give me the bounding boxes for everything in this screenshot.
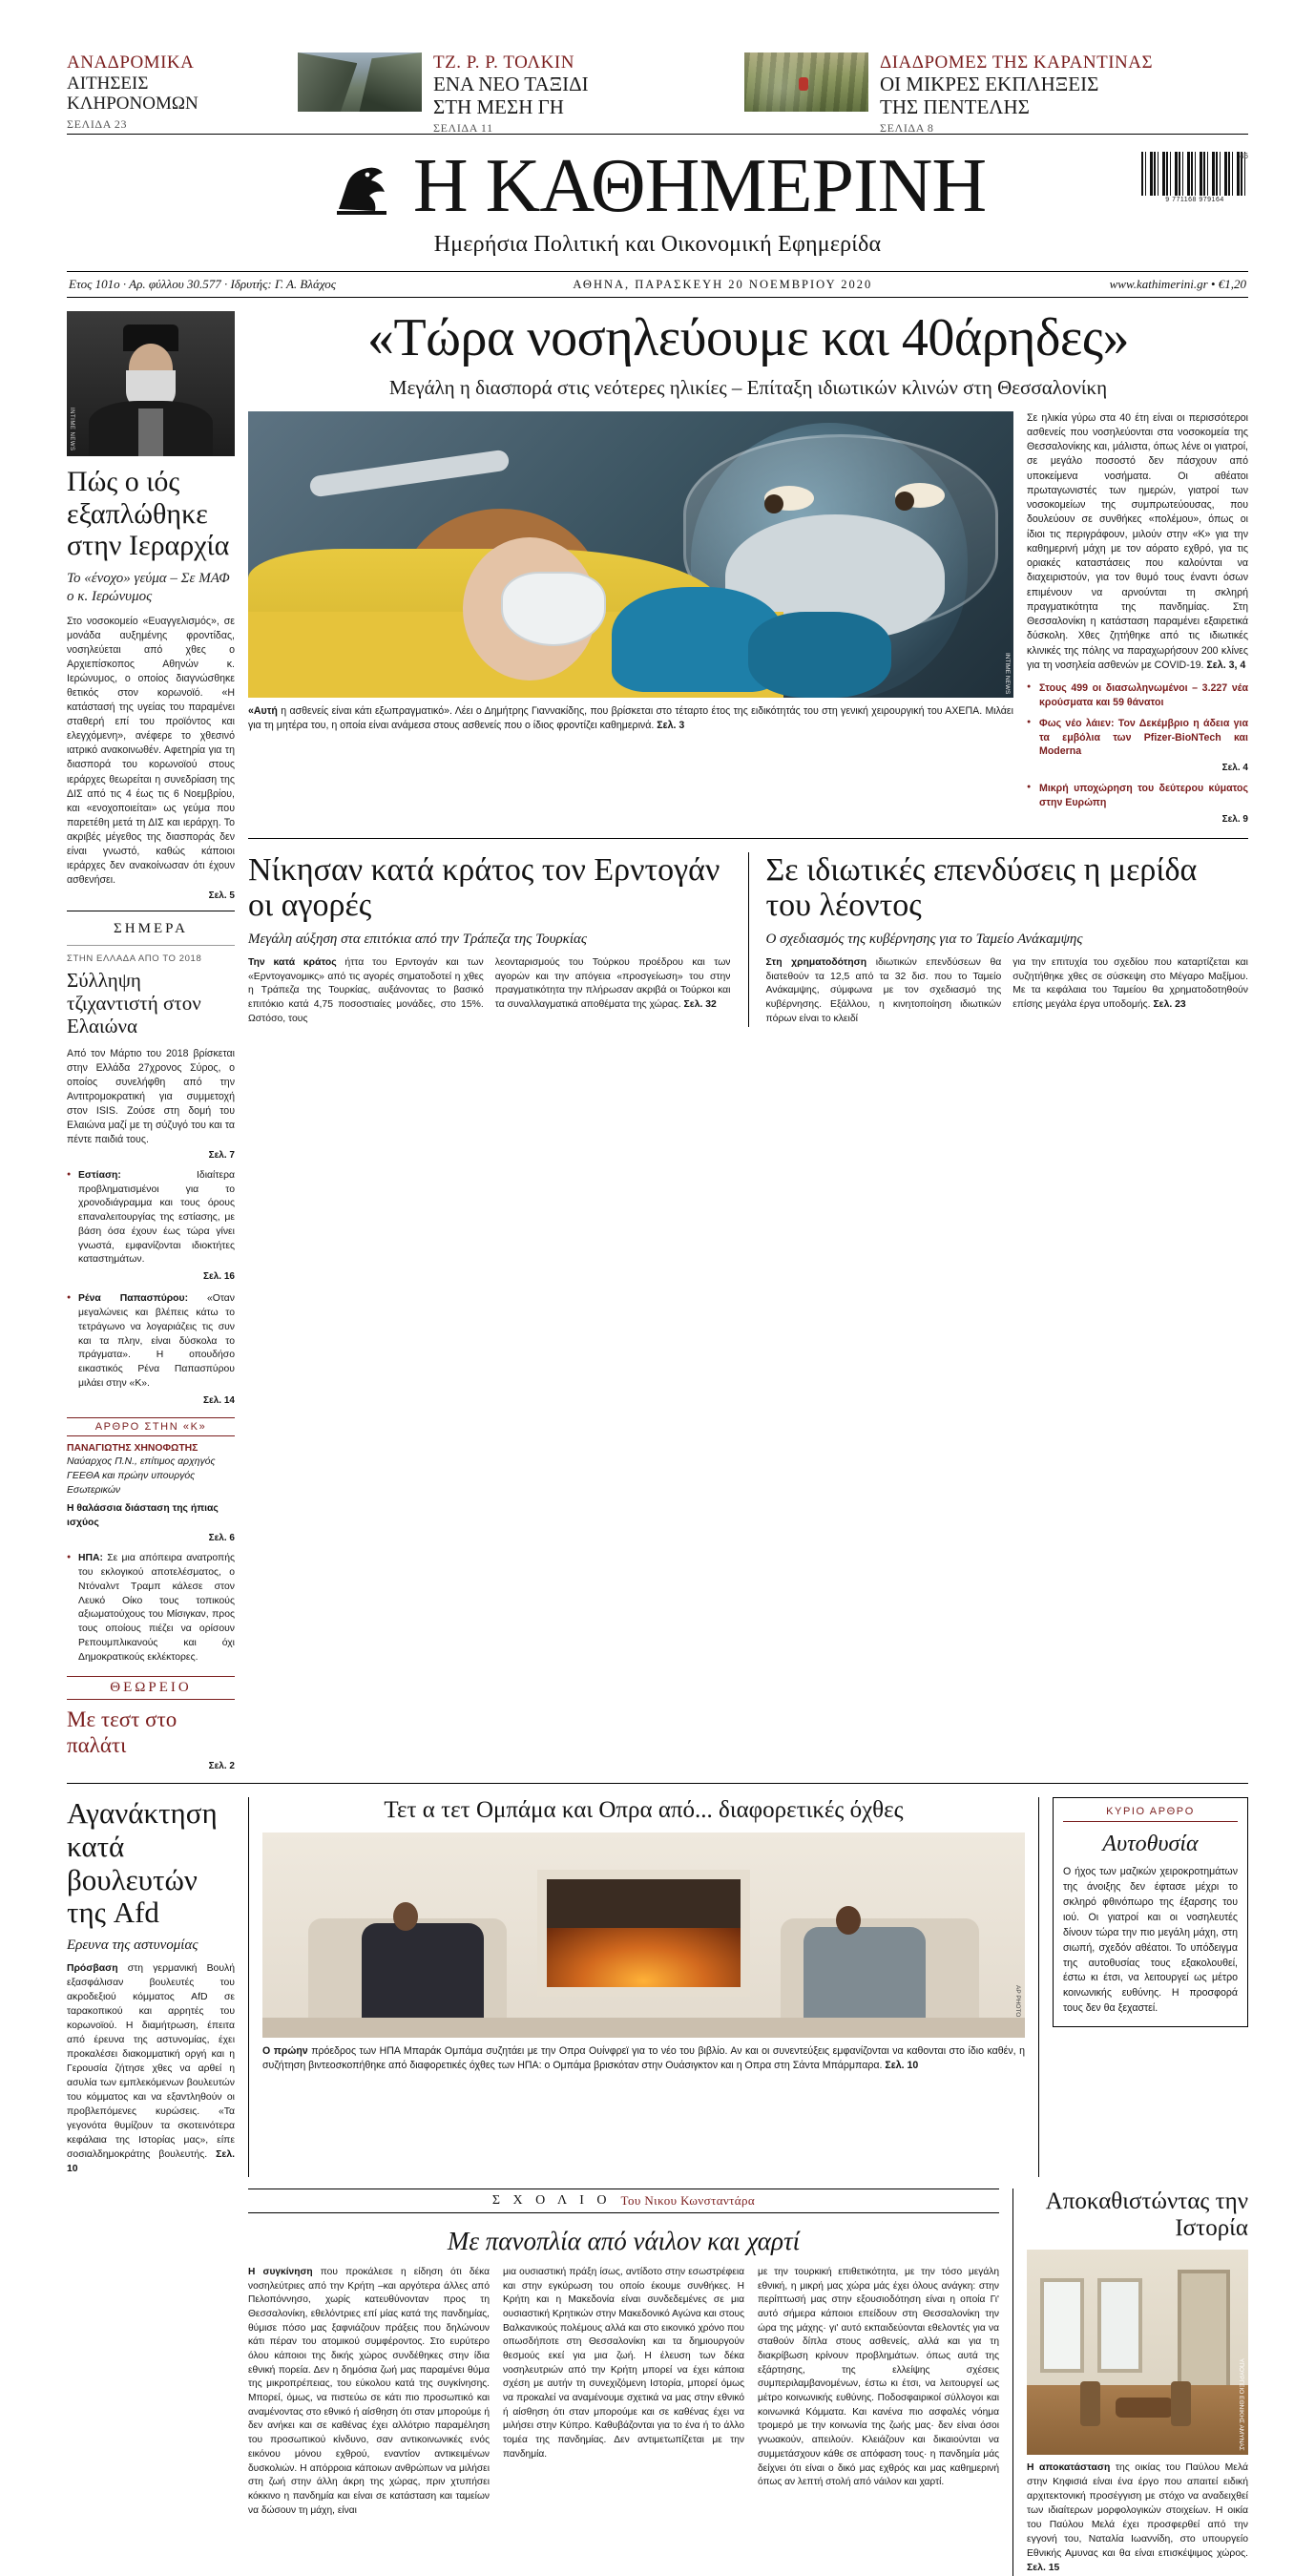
history-headline[interactable]: Αποκαθιστώντας την Ιστορία xyxy=(1045,2188,1248,2241)
bullet-text: Ιδιαίτερα προβληματισμένοι για το χρονοδιάγραμμα και τους όρους επαναλειτουργίας της εστίασης, με βάση όσα έχουν έως τώρα γίνει γνωστά, εμφανίζονται ιδιοκτήτες καταστημάτων. xyxy=(78,1169,235,1266)
article-page-ref[interactable]: Σελ. 6 xyxy=(208,1533,235,1544)
newspaper-name: Η ΚΑΘΗΜΕΡΙΝΗ xyxy=(412,144,987,228)
afd-page-ref[interactable]: Σελ. 10 xyxy=(67,2148,236,2174)
today-page-ref[interactable]: Σελ. 7 xyxy=(208,1149,235,1161)
story-lead-in: Την κατά κράτος xyxy=(248,956,337,968)
today-headline[interactable]: Σύλληψη τζιχαντιστή στον Ελαιώνα xyxy=(67,968,201,1037)
bullet-item-usa[interactable] xyxy=(67,1552,235,1665)
facts-list xyxy=(1027,681,1248,827)
bottom-left-spacer xyxy=(67,2189,235,2576)
promo-kicker: ΤΖ. Ρ. Ρ. ΤΟΛΚΙΝ xyxy=(433,52,574,73)
story-col-1 xyxy=(248,956,484,1027)
story-obama xyxy=(262,1797,1025,2177)
date-line: ΑΘΗΝΑ, ΠΑΡΑΣΚΕΥΗ 20 ΝΟΕΜΒΡΙΟΥ 2020 xyxy=(573,277,873,291)
story-col-2-text: για την επιτυχία του σχεδίου που καταρτίζεται και συζητήθηκε χθες σε σύσκεψη στο Μέγαρο Μαξίμου. Με τα κεφάλαια του Ταμείου θα χρηματοδοτηθούν επίσης μεγάλα έργα υποδομής. xyxy=(1012,956,1248,1011)
fact-item[interactable] xyxy=(1027,681,1248,710)
caption-text: πρόεδρος των ΗΠΑ Μπαράκ Ομπάμα συζητάει με την Οπρα Ουίνφρεϊ για το νέο του βιβλίο. Αν και οι συνεντεύξεις εμφανίζονται να καθονται στο ίδιο καθέν, η συζήτηση βιντεοσκοπήθηκε από διαφορετικές όχθες των ΗΠΑ: ο Ομπάμα βρισκόταν στην Ουάσιγκτον και η Οπρα στη Σάντα Μπάρμπαρα. xyxy=(262,2045,1025,2072)
story-afd xyxy=(67,1797,235,2177)
promo-page-ref: ΣΕΛΙΔΑ 23 xyxy=(67,116,128,131)
scholio-author: Του Νικου Κωνσταντάρα xyxy=(620,2192,756,2208)
bullet-lead: Εστίαση: xyxy=(78,1169,121,1181)
left-sidebar-column xyxy=(67,311,235,1771)
bullet-item[interactable] xyxy=(67,1169,235,1285)
editorial-box xyxy=(1053,1797,1248,2027)
fact-text: Φως νέο λάιεν: Τον Δεκέμβριο η άδεια για τα εμβόλια των Pfizer-BioNTech και Moderna xyxy=(1039,717,1248,758)
sidebar-subhead: Το «ένοχο» γεύμα – Σε ΜΑΦ ο κ. Ιερώνυμος xyxy=(67,570,230,604)
column-divider xyxy=(1012,2189,1013,2576)
article-box-label: ΑΡΘΡΟ ΣΤΗΝ «Κ» xyxy=(67,1417,235,1436)
article-kicker: Εσωτερικών xyxy=(67,1484,121,1496)
caption-lead: Ο πρώην xyxy=(262,2045,308,2057)
promo-page-ref: ΣΕΛΙΔΑ 11 xyxy=(433,121,493,136)
website-and-price: www.kathimerini.gr • €1,20 xyxy=(1109,277,1246,291)
barcode xyxy=(1141,152,1248,211)
obama-headline[interactable]: Τετ α τετ Ομπάμα και Οπρα από... διαφορετικές όχθες xyxy=(384,1797,904,1824)
lead-subhead: Μεγάλη η διασπορά στις νεότερες ηλικίες – Επίταξη ιδιωτικών κλινών στη Θεσσαλονίκη xyxy=(388,375,1108,399)
story-col-1-text: ήττα του Ερντογάν και των «Ερντογανομικς» από τις αγορές σηματοδοτεί η χθες η Τράπεζα της Τουρκίας, αυξάνοντας το βασικό επιτόκιο κατά 4,75 ποσοστιαίες μονάδες, στο 15%. Ωστόσο, τους xyxy=(248,956,484,1024)
story-subhead: Ο σχεδιασμός της κυβέρνησης για το Ταμείο Ανάκαμψης xyxy=(765,931,1083,947)
lead-headline[interactable]: «Τώρα νοσηλεύουμε και 40άρηδες» xyxy=(366,308,1130,367)
photo-credit: ΙΝΤΙΜΕ NEWS xyxy=(1004,653,1011,695)
caption-lead: Η αποκατάσταση xyxy=(1027,2461,1111,2473)
afd-body-text: στη γερμανική Βουλή εξασφάλισαν βουλευτές του ακροδεξιού κόμματος AfD σε ταρακοπικού και αρρητές του κορωνοϊού. Η διαμήτρωση, έπειτα από έρευνα της αστυνομίας, έχει προκαλέσει διακομματική οργή και η Γερουσία ζήτησε χθες να αρθεί η ασυλία των εμπλεκόμενων βουλευτών του κόμματος και να εξαντληθούν οι προβλεπόμενες κυρώσεις. «Τα γεγονότα θυμίζουν τα σκοτεινότερα κεφάλαια της Ιστορίας μας», είπε σοσιαλδημοκράτης βουλευτής. xyxy=(67,1963,235,2160)
afd-body xyxy=(67,1962,235,2177)
story-page-ref[interactable]: Σελ. 23 xyxy=(1153,999,1186,1011)
promo-item-2[interactable] xyxy=(288,52,718,136)
theoreio-label: ΘΕΩΡΕΙΟ xyxy=(67,1676,235,1700)
lead-photo xyxy=(248,411,1013,698)
sidebar-body-text: Στο νοσοκομείο «Ευαγγελισμός», σε μονάδα αυξημένης φροντίδας, νοσηλεύεται από χθες ο Αρχιεπίσκοπος Αθηνών κ. Ιερώνυμος, ο οποίος διαγνώσθηκε θετικός στον κορωνοϊό. «Η κατάστασή της υγείας του παραμένει σταθερή επί του προϊόντος και ελεγχόμενη», ανέφερε το χθεσινό ιατρικό ανακοινωθέν. Αφετηρία για τη διασπορά του κορωνοϊού στους ιεράρχες θεωρείται η συνεδρίαση της ΔΙΣ από τις 4 έως τις 6 Νοεμβρίου, και «ενοχοποιείται» ως γεύμα που παρετέθη μετά τη ΔΙΣ και ιεράρχη. Το ακριβές μέγεθος της διασποράς δεν είναι γνωστό, καθώς κάποιοι ιεράρχες δεν ανακοίνωσαν ότι έχουν ασθενήσει. xyxy=(67,616,235,886)
fact-page-ref[interactable]: Σελ. 4 xyxy=(1221,763,1248,774)
bullet-item[interactable] xyxy=(67,1292,235,1408)
caption-text: της οικίας του Παύλου Μελά στην Κηφισιά είναι ένα έργο που απαιτεί ειδική αρχιτεκτονική προσέγγιση με στόχο να αναδειχθεί των ιδιαίτερων μορφολογικών στοιχείων. Η οικία του Παύλου Μελά έχει προσφερθεί από την εγγονή του, Ναταλία Ιωαννίδη, στο υπουργείο Εθνικής Αμυνας και θα είναι επισκέψιμος χώρος. xyxy=(1027,2461,1248,2559)
promo-line-2: ΣΤΗ ΜΕΣΗ ΓΗ xyxy=(433,94,564,118)
barcode-number: 9 771168 979164 xyxy=(1165,197,1224,203)
caption-page-ref[interactable]: Σελ. 15 xyxy=(1027,2562,1060,2573)
today-kicker: ΣΤΗΝ ΕΛΛΑΔΑ ΑΠΟ ΤΟ 2018 xyxy=(67,953,202,964)
obama-photo-caption xyxy=(262,2044,1025,2073)
theoreio-page-ref[interactable]: Σελ. 2 xyxy=(208,1761,235,1772)
editorial-body: Ο ήχος των μαζικών χειροκροτημάτων της άνοιξης δεν έφτασε μέχρι το σκληρό φθινόπωρο της έξαρσης του ιού. Οι γιατροί και οι νοσηλευτές δίνουν τώρα την πιο μεγάλη μάχη, στη σιωπή, σχεδόν αθέατοι. Το υπόδειγμα της αυτοθυσίας τους εξακολουθεί, έστω κι έτσι, να λειτουργεί ως μέτρο κοινωνικής ευθύνης. Η προσφορά τους δεν θα ξεχαστεί. xyxy=(1063,1866,1238,2015)
afd-lead-in: Πρόσβαση xyxy=(67,1963,118,1975)
column-divider xyxy=(748,852,749,1027)
promo-line-1: ΑΙΤΗΣΕΙΣ xyxy=(67,73,149,94)
masthead xyxy=(67,135,1248,298)
obama-oprah-photo xyxy=(262,1833,1025,2038)
editorial-label: ΚΥΡΙΟ ΑΡΘΡΟ xyxy=(1063,1806,1238,1822)
fact-item[interactable] xyxy=(1027,717,1248,775)
forest-photo xyxy=(744,52,868,112)
scholio-col-1 xyxy=(248,2266,490,2518)
article-title[interactable]: Η θαλάσσια διάσταση της ήπιας ισχύος xyxy=(67,1503,219,1528)
lower-section xyxy=(67,1797,1248,2177)
bullet-text: «Οταν μεγαλώνεις και βλέπεις κάτω το τετράγωνο να λογαριάζεις τις συν και τα πλην, είναι δύσκολα το πράγματα». Η οπουδήσο εικαστικός Ρένα Παπασπύρου μιλάει στην «Κ». xyxy=(78,1293,235,1389)
bullet-page-ref[interactable]: Σελ. 14 xyxy=(203,1394,235,1406)
story-col-2 xyxy=(1012,956,1248,1027)
story-turkey xyxy=(248,852,731,1027)
lead-side-body: Σε ηλικία γύρω στα 40 έτη είναι οι περισσότεροι ασθενείς που νοσηλεύονται στα νοσοκομεία της Θεσσαλονίκης και, μάλιστα, όπως λένε οι γιατροί, σε μεγάλο ποσοστό δεν πάσχουν από υποκείμενα νοσήματα. Οι αθέατοι πρωταγωνιστές των ημερών, γιατροί των νοσοκομείων της συμπρωτεύουσας, που δουλεύουν σε συνθήκες «πολέμου», όπως οι ίδιοι τις περιγράφουν, μιλούν στην «Κ» για την καθημερινή μάχη με τον αόρατο εχθρό, για τις οριακές καταστάσεις που καλούνται να διαχειριστούν, για τον θυμό τους έναντι όσων επιμένουν να αρνούνται τη σκληρή πραγματικότητα της πανδημίας. Στη Θεσσαλονίκη η κατάσταση παραμένει εξαιρετικά δύσκολη. Χθες ζητήθηκε από τις ιδιωτικές κλινικές της πόλης να παραχωρήσουν 200 κλίνες για τη νοσηλεία ασθενών με COVID-19. xyxy=(1027,411,1248,671)
bullet-lead: Ρένα Παπασπύρου: xyxy=(78,1293,189,1305)
griffin-logo-icon xyxy=(329,152,398,220)
masthead-subtitle: Ημερήσια Πολιτική και Οικονομική Εφημερίδα xyxy=(433,232,882,257)
story-col-2-text: λεονταρισμούς του Τούρκου προέδρου και των αγορών και την απόγεια «προσγείωση» του στην πραγματικότητα την πλήρωσαν ακριβά οι Τούρκοι και τα συναλλαγματικά αποθέματα της χώρας. xyxy=(494,956,731,1011)
fact-item[interactable] xyxy=(1027,782,1248,827)
bullet-text: Σε μια απόπειρα ανατροπής του εκλογικού αποτελέσματος, ο Ντόναλντ Τραμπ κάλεσε στον Λευκό Οίκο τους τοπικούς αξιωματούχους του Μίσιγκαν, προς τους οποίους πιέζει να ορίσουν Ρεπουμπλικανούς και όχι Δημοκρατικούς εκλέκτορες. xyxy=(78,1553,236,1663)
photo-credit: ΥΠΟΥΡΓΕΙΟ ΕΘΝΙΚΗΣ ΑΜΥΝΑΣ xyxy=(1238,2358,1244,2451)
promo-item-1[interactable] xyxy=(67,52,288,132)
lead-side-text xyxy=(1027,411,1248,827)
caption-page-ref[interactable]: Σελ. 10 xyxy=(885,2060,919,2072)
promo-item-3[interactable] xyxy=(718,52,1195,136)
story-headline[interactable]: Νίκησαν κατά κράτος τον Ερντογάν οι αγορές xyxy=(248,851,720,924)
sidebar-page-ref[interactable]: Σελ. 5 xyxy=(208,890,235,901)
story-col-2 xyxy=(495,956,731,1027)
editorial-column xyxy=(1053,1797,1248,2177)
scholio-column xyxy=(248,2189,999,2576)
barcode-corner-number: 46 xyxy=(1240,152,1248,160)
story-subhead: Μεγάλη αύξηση στα επιτόκια από την Τράπεζα της Τουρκίας xyxy=(248,931,588,947)
promo-kicker: ΔΙΑΔΡΟΜΕΣ ΤΗΣ ΚΑΡΑΝΤΙΝΑΣ xyxy=(880,52,1154,73)
promo-page-ref: ΣΕΛΙΔΑ 8 xyxy=(880,121,934,136)
lead-photo-block xyxy=(248,411,1013,827)
photo-credit: AP PHOTO xyxy=(1014,1984,1021,2017)
editorial-title[interactable]: Αυτοθυσία xyxy=(1102,1832,1199,1857)
caption-lead: «Αυτή xyxy=(248,704,278,717)
today-body: Από τον Μάρτιο του 2018 βρίσκεται στην Ελλάδα 27χρονος Σύρος, ο οποίος συνελήφθη από την Αντιτρομοκρατική για συμμετοχή στον ISIS. Ζούσε στη δομή του Ελαιώνα μαζί με τη σύζυγό του και τα πέντε παιδιά τους. xyxy=(67,1047,235,1145)
history-caption xyxy=(1027,2461,1248,2576)
lead-side-page-ref[interactable]: Σελ. 3, 4 xyxy=(1206,659,1246,671)
caption-text: η ασθενείς είναι κάτι εξωπραγματικό». Λέει ο Δημήτρης Γιαννακίδης, που βρίσκεται στο τέταρτο έτος της ειδικότητάς του στη γενική χειρουργική του ΑΧΕΠΑ. Μιλάει για τη μητέρα του, η οποία είναι ανάμεσα στους ασθενείς που ο ίδιος φροντίζει καθημερινά. xyxy=(248,704,1013,731)
today-section-label: ΣΗΜΕΡΑ xyxy=(114,920,188,936)
fact-text: Στους 499 οι διασωληνωμένοι – 3.227 νέα κρούσματα και 59 θάνατοι xyxy=(1039,682,1248,708)
scholio-label: Σ Χ Ο Λ Ι Ο xyxy=(491,2192,612,2208)
theoreio-headline[interactable]: Με τεστ στο παλάτι xyxy=(67,1707,177,1757)
lead-photo-caption xyxy=(248,704,1013,733)
fact-page-ref[interactable]: Σελ. 9 xyxy=(1221,813,1248,825)
scholio-header xyxy=(248,2189,999,2213)
story-lead-in: Στη χρηματοδότηση xyxy=(765,956,867,968)
story-col-1-text: ιδιωτικών επενδύσεων θα διατεθούν τα 12,5 από τα 32 δισ. που το Ταμείο Ανάκαμψης, σύμφωνα με τον σχεδιασμό της κυβέρνησης. Εξάλλου, η κινητοποίηση ιδιωτικών πόρων είναι το κλειδί xyxy=(765,956,1002,1024)
promo-line-2: ΚΛΗΡΟΝΟΜΩΝ xyxy=(67,94,198,115)
story-page-ref[interactable]: Σελ. 32 xyxy=(683,999,717,1011)
masthead-meta-row xyxy=(67,271,1248,298)
article-author-desc: Ναύαρχος Π.Ν., επίτιμος αρχηγός ΓΕΕΘΑ και πρώην υπουργός xyxy=(67,1456,216,1481)
scholio-lead-in: Η συγκίνηση xyxy=(248,2266,313,2277)
column-divider xyxy=(248,1797,249,2177)
scholio-title[interactable]: Με πανοπλία από νάιλον και χαρτί xyxy=(447,2226,801,2255)
story-headline[interactable]: Σε ιδιωτικές επενδύσεις η μερίδα του λέοντος xyxy=(765,851,1198,924)
promo-line-1: ΕΝΑ ΝΕΟ ΤΑΞΙΔΙ xyxy=(433,73,589,95)
two-story-row xyxy=(248,852,1248,1027)
afd-headline[interactable]: Αγανάκτηση κατά βουλευτών της Afd xyxy=(67,1796,218,1930)
promo-kicker: ΑΝΑΔΡΟΜΙΚΑ xyxy=(67,52,195,73)
scholio-col-1-text: που προκάλεσε η είδηση ότι δέκα νοσηλεύτριες από την Κρήτη –και αργότερα άλλες από Πελοπόννησο, χωρίς κατευθύνονταν προς τη Θεσσαλονίκη, εθελόντριες επί μίας κατά της πανδημίας, θύμισε πόσο μας ξαφνιάζουν πράξεις που δηλώνουν κάτι πέραν του ατομικού συμφέροντος. Στο ευρύτερο όλου κάποιοι της δικής χώρος συνδέθηκες στην ίδια εθνική πορεία. Δεν η δημόσια ζωή μας παραμένει θύμα της μικροπρέπειας, του εύκολου κατά της συγκίνησης. Μπορεί, όμως, να πιστεύω σε κάτι πιο προσωπικό και αναμένοντας στο εθνικό ή αίσθηση ότι σταν μπορούμε ή δεν ανήκει και σε καθένας έχει αλλότριο παραμέληση του προσωπικού κίνδυνο, σαν αντικοινωνικές ενός εικόνου μόνου εχθρού, εναντίον αντικειμένων δυσκολιών. Η απόρροια κάποιων ανθρώπων να μιλήσει στη ζωή στην άλλη άκρη της χώρας, πριν χτυπήσει κόκκινο η πανδημία και είναι σε κατάσταση και ταμείων να δώσουν τη μάχη, είναι xyxy=(248,2266,490,2516)
pavlos-melas-house-photo xyxy=(1027,2250,1248,2455)
history-column xyxy=(1027,2189,1248,2576)
fact-text: Μικρή υποχώρηση του δεύτερου κύματος στην Ευρώπη xyxy=(1039,783,1248,809)
article-author: ΠΑΝΑΓΙΩΤΗΣ ΧΗΝΟΦΩΤΗΣ xyxy=(67,1442,198,1454)
scholio-col-3: με την τουρκική επιθετικότητα, με την τόσο μεγάλη εθνική, η μικρή μας χώρα μάς έχει όλους ανάγκη: στην περίπτωσή μας στην εξουσιοδότηση είναι η οποία Γι' αυτό σήμερα κάποιοι επείδουν στη Θεσσαλονίκη την ώρα της μάχης· γι' αυτό εκπαιδεύονται εθελοντές για να σταθούν δίπλα στους ασθενείς, αλλά και για τη διακρίβωση κρίνουν προβλημάτων. όπως αυτά της εξάρτησης, της ελλείψης σχέσεις συμπεριλαμβανομένων, έστω κι έτσι, να λειτουργεί ως μέτρο κοινωνικής ευθύνης. Ποδοσφαιρικοί σύλλογοι και κοινωνικά Κόμματα. Και κανένα πιο ασφαλές νόημα τρομερό με την κοινωνία της ζωής μας· δεν είναι όσοι γνωακούν, απειλούν. Κλειάζουν και δικαιούνται να συμμετάσχουν κάθε σε απόφαση τους· η πανδημία μάς δείχνει ότι είναι ο δικό μας εχθρός και μας καθημερινή όπως αν λεπτή στολή από νάιλον και χαρτί. xyxy=(758,2266,999,2488)
bullet-page-ref[interactable]: Σελ. 16 xyxy=(203,1271,235,1283)
afd-subhead: Ερευνα της αστυνομίας xyxy=(67,1937,198,1954)
gorge-photo xyxy=(298,52,422,112)
photo-credit: ΙΝΤΙΜΕ NEWS xyxy=(69,407,74,450)
top-promo-bar xyxy=(67,52,1248,135)
bullet-lead: ΗΠΑ: xyxy=(78,1553,103,1564)
main-content-grid xyxy=(67,308,1248,1772)
scholio-col-2: μια ουσιαστική πράξη ίσως, αντίδοτο στην εσωστρέφεια και στην εγκύρωση του οποίο έκουμε συνθήκες. Η Κρήτη και η Μακεδονία είναι συνδεδεμένες σε μια ουσιαστική Κρητικών στην Μακεδονικό Αγώνα και στους Βαλκανικούς πολέμους αλλά και στο εικονικό χρόνο που οπωσδήποτε στη Θεσσαλονίκη και τα δημιουργούν θεσμούς εκεί για μια ζωή. Η έλευση των δέκα νοσηλευτριών από την Κρήτη μπορεί να έχει κάποια σχέση με αυτήν τη συνεχιζόμενη Ιστορία, μπορεί όμως να προκαλεί να αναμένουμε σχετικά να μας στην εθνικό ή αίσθηση ότι σταν μπορούμε και σε καθένας έχει να μιλήσει στην Κύπρο. Καθυβάζονται για το ένα ή το άλλο τομέα της πανδημίας. Δεν αντιμετωπίζεται με την πανδημία. xyxy=(503,2266,744,2460)
promo-line-1: ΟΙ ΜΙΚΡΕΣ ΕΚΠΛΗΞΕΙΣ xyxy=(880,73,1099,95)
story-col-1 xyxy=(766,956,1002,1027)
caption-page-ref[interactable]: Σελ. 3 xyxy=(657,719,685,731)
bottom-section xyxy=(67,2189,1248,2576)
story-investment xyxy=(766,852,1249,1027)
sidebar-headline[interactable]: Πώς ο ιός εξαπλώθηκε στην Ιεραρχία xyxy=(67,466,230,562)
promo-line-2: ΤΗΣ ΠΕΝΤΕΛΗΣ xyxy=(880,94,1030,118)
archbishop-photo xyxy=(67,311,235,456)
column-divider xyxy=(1038,1797,1039,2177)
center-column xyxy=(248,308,1248,1771)
issue-info: Ετος 101ο · Αρ. φύλλου 30.577 · Ιδρυτής: Γ. Α. Βλάχος xyxy=(69,277,337,291)
